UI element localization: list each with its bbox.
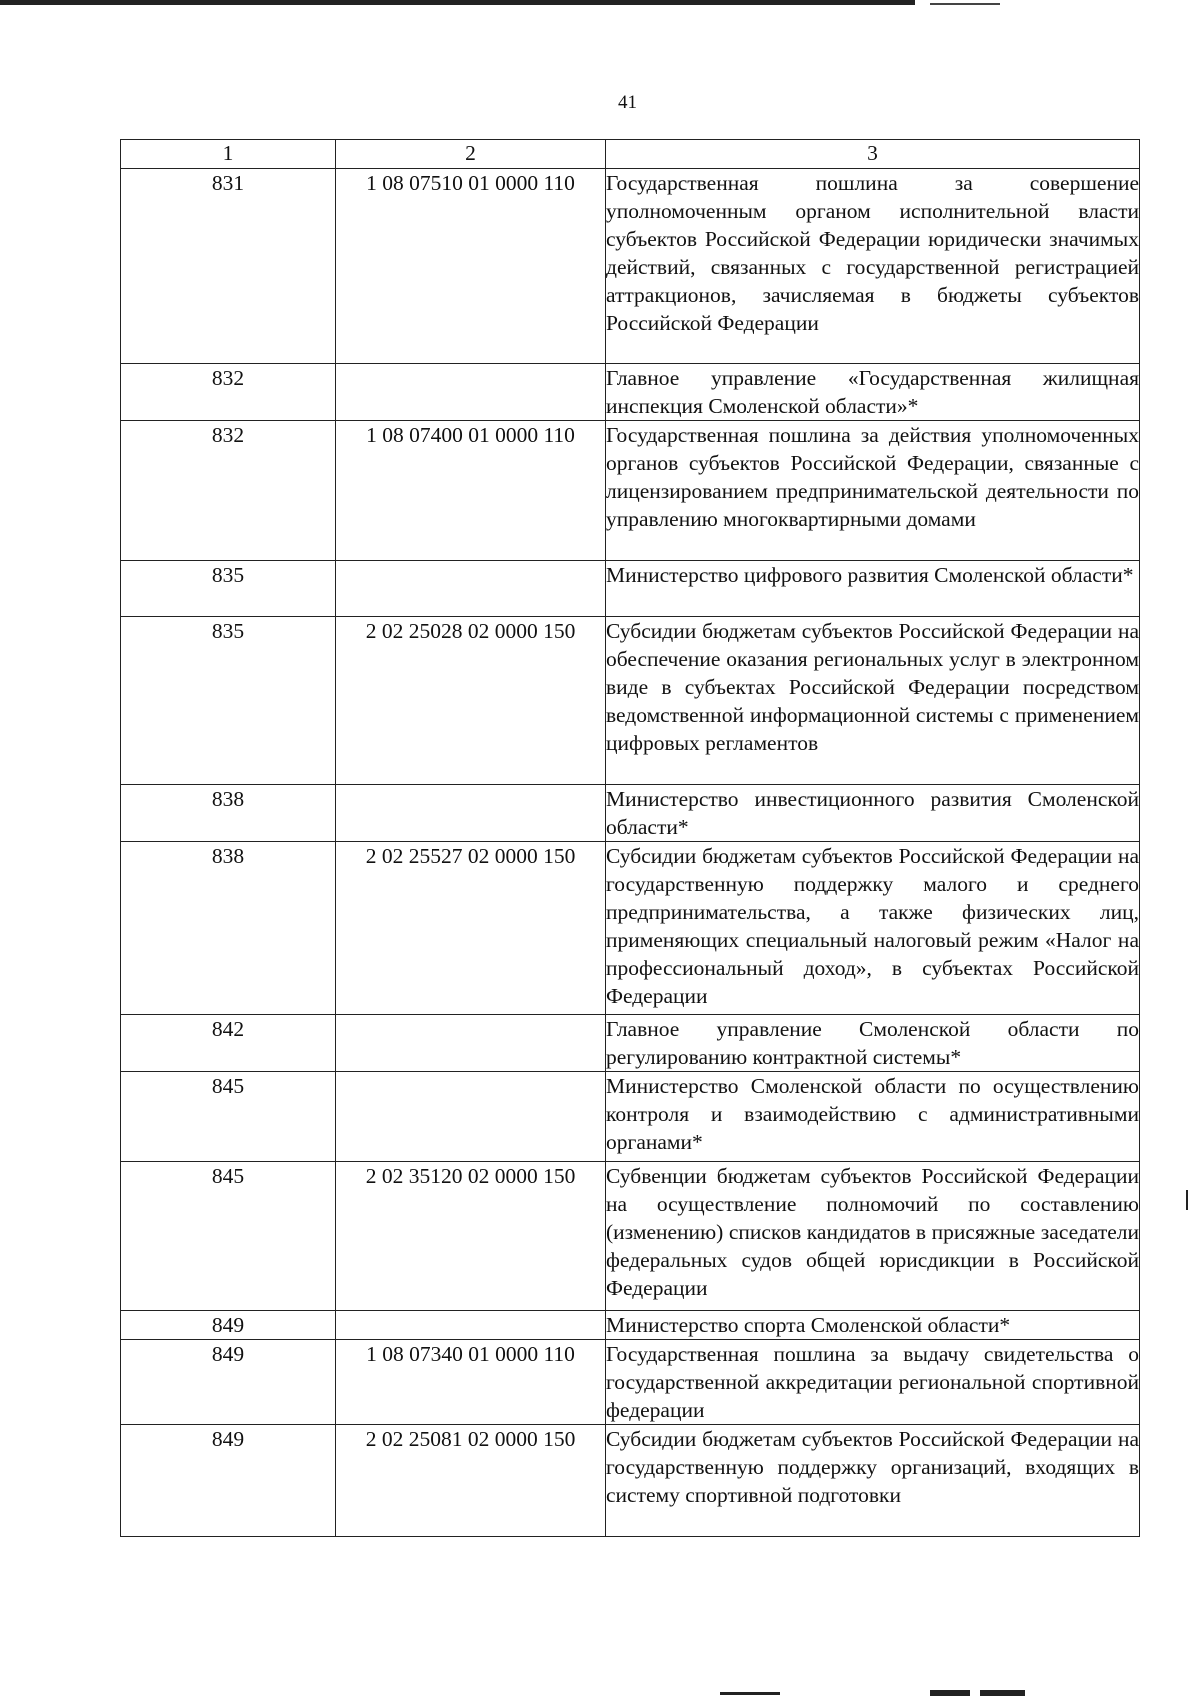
scan-edge-mark xyxy=(0,0,915,8)
revenue-name: Государственная пошлина за действия уполномоченных органов субъектов Российской Федерации, связанные с лицензированием предпринимательской деятельности по управлению многоквартирными домами xyxy=(606,421,1140,561)
table-row xyxy=(121,169,1140,364)
scan-artifact xyxy=(930,1690,970,1696)
scan-artifact xyxy=(1186,1190,1188,1210)
administrator-code: 832 xyxy=(121,364,336,421)
scan-artifact xyxy=(720,1692,780,1695)
table-row xyxy=(121,1425,1140,1537)
revenue-name: Субвенции бюджетам субъектов Российской Федерации на осуществление полномочий по составлению (изменению) списков кандидатов в присяжные заседатели федеральных судов общей юрисдикции в Российской Федерации xyxy=(606,1162,1140,1311)
administrator-code: 838 xyxy=(121,785,336,842)
revenue-name: Субсидии бюджетам субъектов Российской Федерации на обеспечение оказания региональных услуг в электронном виде в субъектах Российской Федерации посредством ведомственной информационной системы с применением цифровых регламентов xyxy=(606,617,1140,785)
table-row xyxy=(121,1311,1140,1340)
administrator-code: 838 xyxy=(121,842,336,1015)
revenue-name: Главное управление Смоленской области по регулированию контрактной системы* xyxy=(606,1015,1140,1072)
revenue-name: Государственная пошлина за совершение уполномоченным органом исполнительной власти субъектов Российской Федерации юридически значимых действий, связанных с государственной регистрацией аттракционов, зачисляемая в бюджеты субъектов Российской Федерации xyxy=(606,169,1140,364)
revenue-code: 1 08 07400 01 0000 110 xyxy=(336,421,606,561)
revenue-code: 2 02 25081 02 0000 150 xyxy=(336,1425,606,1537)
revenue-name: Главное управление «Государственная жилищная инспекция Смоленской области»* xyxy=(606,364,1140,421)
table-row xyxy=(121,1162,1140,1311)
table-row xyxy=(121,785,1140,842)
revenue-code: 1 08 07340 01 0000 110 xyxy=(336,1340,606,1425)
revenue-name: Государственная пошлина за выдачу свидетельства о государственной аккредитации региональной спортивной федерации xyxy=(606,1340,1140,1425)
revenue-code xyxy=(336,1072,606,1162)
table-row xyxy=(121,617,1140,785)
table-row xyxy=(121,561,1140,617)
scan-artifact xyxy=(980,1690,1025,1696)
administrator-code: 849 xyxy=(121,1311,336,1340)
administrator-code: 831 xyxy=(121,169,336,364)
administrator-code: 845 xyxy=(121,1072,336,1162)
table-header-row xyxy=(121,140,1140,169)
revenue-name: Министерство Смоленской области по осуществлению контроля и взаимодействию с административными органами* xyxy=(606,1072,1140,1162)
revenue-name: Министерство инвестиционного развития Смоленской области* xyxy=(606,785,1140,842)
revenue-code xyxy=(336,1311,606,1340)
table-row xyxy=(121,842,1140,1015)
table-row xyxy=(121,421,1140,561)
revenue-code: 2 02 25028 02 0000 150 xyxy=(336,617,606,785)
scan-edge-mark xyxy=(930,3,1000,5)
administrator-code: 845 xyxy=(121,1162,336,1311)
administrator-code: 835 xyxy=(121,617,336,785)
revenue-code: 2 02 35120 02 0000 150 xyxy=(336,1162,606,1311)
administrator-code: 832 xyxy=(121,421,336,561)
revenue-code xyxy=(336,561,606,617)
revenue-code xyxy=(336,1015,606,1072)
administrator-code: 849 xyxy=(121,1425,336,1537)
revenue-name: Министерство цифрового развития Смоленской области* xyxy=(606,561,1140,617)
table-row xyxy=(121,364,1140,421)
revenue-code: 1 08 07510 01 0000 110 xyxy=(336,169,606,364)
column-header: 1 xyxy=(121,140,336,169)
table-row xyxy=(121,1015,1140,1072)
revenue-name: Субсидии бюджетам субъектов Российской Федерации на государственную поддержку организаций, входящих в систему спортивной подготовки xyxy=(606,1425,1140,1537)
table-row xyxy=(121,1340,1140,1425)
administrator-code: 842 xyxy=(121,1015,336,1072)
revenue-name: Субсидии бюджетам субъектов Российской Федерации на государственную поддержку малого и среднего предпринимательства, а также физических лиц, применяющих специальный налоговый режим «Налог на профессиональный доход», в субъектах Российской Федерации xyxy=(606,842,1140,1015)
revenue-name: Министерство спорта Смоленской области* xyxy=(606,1311,1140,1340)
column-header: 2 xyxy=(336,140,606,169)
administrator-code: 849 xyxy=(121,1340,336,1425)
page-number: 41 xyxy=(618,92,637,113)
revenue-code xyxy=(336,364,606,421)
revenue-code xyxy=(336,785,606,842)
administrator-code: 835 xyxy=(121,561,336,617)
revenue-code: 2 02 25527 02 0000 150 xyxy=(336,842,606,1015)
budget-classification-table xyxy=(120,139,1140,1537)
table-row xyxy=(121,1072,1140,1162)
column-header: 3 xyxy=(606,140,1140,169)
